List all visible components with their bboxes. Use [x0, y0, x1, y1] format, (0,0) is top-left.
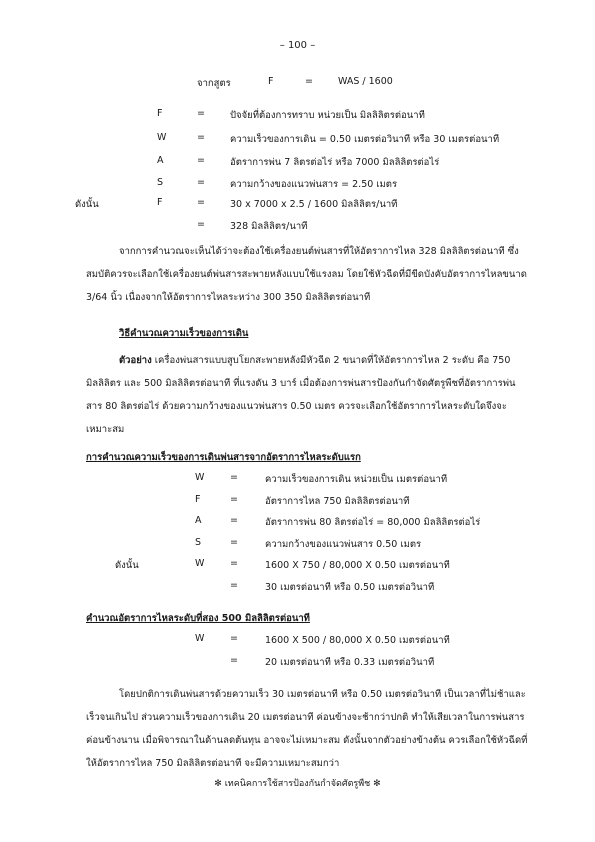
- row-desc: อัตราการพ่น 80 ลิตรต่อไร่ = 80,000 มิลลิลิตรต่อไร่: [265, 517, 481, 528]
- row-var: A: [157, 155, 164, 166]
- paragraph-text: โดยปกติการเดินพ่นสารด้วยความเร็ว 30 เมตรต่อนาที หรือ 0.50 เมตรต่อวินาที เป็นเวลาที่ไม่ช้าและเร็วจนเกินไป ส่วนความเร็วของการเดิน 20 เมตรต่อนาที ค่อนข้างจะช้ากว่าปกติ ทำให้เสียเวลาในการพ่นสารค่อนข้างนาน เมื่อพิจารณาในด้านลดต้นทุน อาจจะไม่เหมาะสม ดังนั้นจากตัวอย่างข้างต้น ควรเลือกใช้หัวฉีดที่ให้อัตราการไหล 750 มิลลิลิตรต่อนาที จะมีความเหมาะสมกว่า: [86, 689, 528, 769]
- formula-lhs: F: [268, 76, 274, 87]
- row-desc: 30 เมตรต่อนาที หรือ 0.50 เมตรต่อวินาที: [265, 582, 435, 593]
- row-var: S: [195, 537, 202, 548]
- row-var: W: [195, 472, 205, 483]
- row-desc: ความเร็วของการเดิน = 0.50 เมตรต่อวินาที หรือ 30 เมตรต่อนาที: [230, 134, 500, 145]
- row-eq: =: [197, 108, 205, 119]
- row-desc: ความกว้างของแนวพ่นสาร = 2.50 เมตร: [230, 179, 398, 190]
- row-eq: =: [230, 494, 238, 505]
- row-eq: =: [230, 633, 238, 644]
- section-heading: การคำนวณความเร็วของการเดินพ่นสารจากอัตราการไหลระดับแรก: [86, 452, 361, 463]
- row-desc: ความเร็วของการเดิน หน่วยเป็น เมตรต่อนาที: [265, 474, 448, 485]
- row-eq: =: [230, 558, 238, 569]
- footer-title: ✻ เทคนิคการใช้สารป้องกันกำจัดศัตรูพืช ✻: [214, 779, 381, 789]
- row-eq: =: [197, 132, 205, 143]
- section-heading: วิธีคำนวณความเร็วของการเดิน: [119, 328, 249, 339]
- paragraph-text: เครื่องพ่นสารแบบสูบโยกสะพายหลังมีหัวฉีด 2 ขนาดที่ให้อัตราการไหล 2 ระดับ คือ 750 มิลลิลิตร และ 500 มิลลิลิตรต่อนาที ที่แรงดัน 3 บาร์ เมื่อต้องการพ่นสารป้องกันกำจัดศัตรูพืชที่อัตราการพ่นสาร 80 ลิตรต่อไร่ ด้วยความกว้างของแนวพ่นสาร 0.50 เมตร ควรจะเลือกใช้อัตราการไหลระดับใดจึงจะเหมาะสม: [86, 355, 516, 435]
- row-desc: 1600 X 750 / 80,000 X 0.50 เมตรต่อนาที: [265, 560, 450, 571]
- row-eq: =: [230, 472, 238, 483]
- section-heading: คำนวณอัตราการไหลระดับที่สอง 500 มิลลิลิตรต่อนาที: [86, 613, 310, 624]
- row-desc: อัตราการไหล 750 มิลลิลิตรต่อนาที: [265, 496, 410, 507]
- row-var: W: [195, 558, 205, 569]
- paragraph-2: [86, 349, 531, 441]
- formula-label: จากสูตร: [197, 78, 231, 89]
- row-desc: 30 x 7000 x 2.5 / 1600 มิลลิลิตร/นาที: [230, 199, 398, 210]
- page-number: – 100 –: [279, 40, 316, 51]
- row-var: S: [157, 177, 164, 188]
- row-eq: =: [197, 155, 205, 166]
- row-eq: =: [230, 537, 238, 548]
- paragraph-1: [86, 240, 531, 309]
- row-var: A: [195, 515, 202, 526]
- row-var: F: [157, 197, 163, 208]
- paragraph-3: [86, 683, 531, 775]
- row-label: ดังนั้น: [75, 199, 99, 210]
- row-desc: อัตราการพ่น 7 ลิตรต่อไร่ หรือ 7000 มิลลิลิตรต่อไร่: [230, 157, 440, 168]
- row-eq: =: [197, 197, 205, 208]
- row-eq: =: [197, 177, 205, 188]
- row-eq: =: [230, 655, 238, 666]
- row-eq: =: [230, 515, 238, 526]
- row-desc: 20 เมตรต่อนาที หรือ 0.33 เมตรต่อวินาที: [265, 657, 435, 668]
- formula-eq: =: [305, 76, 313, 87]
- row-label: ดังนั้น: [115, 560, 139, 571]
- paragraph-text: จากการคำนวณจะเห็นได้ว่าจะต้องใช้เครื่องยนต์พ่นสารที่ให้อัตราการไหล 328 มิลลิลิตรต่อนาที ซึ่งสมบัติควรจะเลือกใช้เครื่องยนต์พ่นสารสะพายหลังแบบใช้แรงลม โดยใช้หัวฉีดที่มีขีดบังคับอัตราการไหลขนาด 3/64 นิ้ว เนื่องจากให้อัตราการไหลระหว่าง 300 350 มิลลิลิตรต่อนาที: [86, 246, 527, 303]
- row-var: F: [157, 108, 163, 119]
- example-lead: ตัวอย่าง: [119, 355, 152, 366]
- row-eq: =: [230, 580, 238, 591]
- row-var: W: [157, 132, 167, 143]
- formula-rhs: WAS / 1600: [338, 76, 393, 87]
- row-eq: =: [197, 219, 205, 230]
- row-desc: ปัจจัยที่ต้องการทราบ หน่วยเป็น มิลลิลิตรต่อนาที: [230, 110, 425, 121]
- row-desc: 1600 X 500 / 80,000 X 0.50 เมตรต่อนาที: [265, 635, 450, 646]
- row-var: W: [195, 633, 205, 644]
- row-desc: 328 มิลลิลิตร/นาที: [230, 221, 308, 232]
- row-desc: ความกว้างของแนวพ่นสาร 0.50 เมตร: [265, 539, 422, 550]
- row-var: F: [195, 494, 201, 505]
